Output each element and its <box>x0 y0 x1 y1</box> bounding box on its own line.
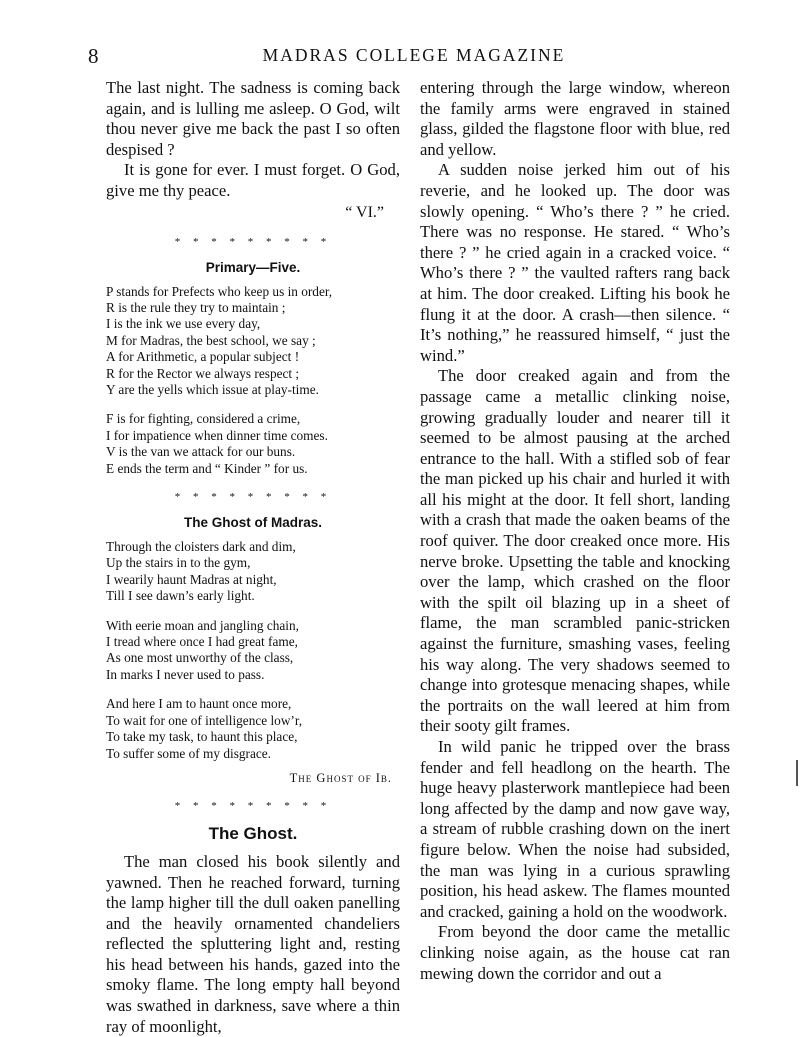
page-number: 8 <box>88 44 99 68</box>
intro-signature: “ VI.” <box>345 203 384 221</box>
poem-stanza <box>106 284 400 399</box>
separator: * * * * * * * * * <box>174 491 332 504</box>
poem-line: To wait for one of intelligence low’r, <box>106 712 303 728</box>
right-column <box>420 78 730 984</box>
poem-line: To take my task, to haunt this place, <box>106 729 298 745</box>
poem-stanza <box>106 411 400 477</box>
poem-line: In marks I never used to pass. <box>106 666 265 682</box>
poem-line: P stands for Prefects who keep us in order, <box>106 283 333 299</box>
poem-line: V is the van we attack for our buns. <box>106 444 296 460</box>
poem-stanza <box>106 539 400 605</box>
separator: * * * * * * * * * <box>174 235 332 248</box>
poem-line: I is the ink we use every day, <box>106 316 261 332</box>
scan-edge-mark <box>796 760 798 786</box>
poem-title: Primary—Five. <box>205 259 301 275</box>
story-paragraph: The door creaked again and from the passage came a metallic clinking noise, growing gradually louder and nearer till it seemed to be almost pausing at the arched entrance to the hall. With a stifled sob of fear the man picked up his chair and hurled it with all his might at the door. It fell short, landing with a crash that made the oaken beams of the roof quiver. The door creaked once more. His nerve broke. Upsetting the table and knocking over the lamp, which crashed on the floor with the spilt oil blazing up in a sheet of flame, the man scrambled panic-stricken against the furniture, smashing vases, feeling his way along. The very shadows seemed to change into grotesque menacing shapes, while the portraits on the wall leered at him from their sooty gilt frames. <box>420 366 730 736</box>
poem-line: R for the Rector we always respect ; <box>106 365 300 381</box>
poem-line: Y are the yells which issue at play-time. <box>106 382 319 397</box>
poem-title: The Ghost of Madras. <box>183 515 322 531</box>
magazine-title: MADRAS COLLEGE MAGAZINE <box>262 45 566 65</box>
intro-paragraph: The last night. The sadness is coming back again, and is lulling me asleep. O God, wilt thou never give me back the past I so often despised ? <box>106 78 400 159</box>
poem-line: As one most unworthy of the class, <box>106 650 294 666</box>
poem-stanza <box>106 696 400 762</box>
poem-line: Till I see dawn’s early light. <box>106 588 255 604</box>
poem-signature-text: The Ghost of Ib. <box>289 770 392 785</box>
page-header <box>88 44 740 72</box>
poem-line: I wearily haunt Madras at night, <box>106 571 277 587</box>
poem-primary-five <box>106 284 400 477</box>
poem-signature <box>106 771 392 786</box>
intro-paragraph: It is gone for ever. I must forget. O God, give me thy peace. <box>106 160 400 200</box>
story-paragraph: entering through the large window, whereon the family arms were engraved in stained glass, gilded the flagstone floor with blue, red and yellow. <box>420 78 730 159</box>
story-title: The Ghost. <box>208 823 298 843</box>
poem-line: R is the rule they try to maintain ; <box>106 299 286 315</box>
poem-line: And here I am to haunt once more, <box>106 696 292 712</box>
story-paragraph: In wild panic he tripped over the brass fender and fell headlong on the hearth. The huge heavy plasterwork mantlepiece had been long affected by the damp and now gave way, a stream of rubble crashing down on the inert figure below. When the noise had subsided, the man was lying in a curious sprawling position, his head askew. The flames mounted and cracked, gaining a hold on the woodwork. <box>420 737 730 921</box>
left-column <box>106 78 400 1037</box>
poem-line: E ends the term and “ Kinder ” for us. <box>106 460 308 476</box>
story-paragraph: The man closed his book silently and yawned. Then he reached forward, turning the lamp higher till the dull oaken panelling and the heavily ornamented chandeliers reflected the spluttering light and, resting his head between his hands, gazed into the smoky flame. The long empty hall beyond was swathed in darkness, save where a thin ray of moonlight, <box>106 851 400 1036</box>
poem-line: With eerie moan and jangling chain, <box>106 617 299 633</box>
story-paragraph: A sudden noise jerked him out of his reverie, and he looked up. The door was slowly opening. “ Who’s there ? ” he cried. There was no response. He stared. “ Who’s there ? ” he cried again in a cracked voice. “ Who’s there ? ” the vaulted rafters rang back at him. The door creaked. Lifting his book he flung it at the door. A crash—then silence. “ It’s nothing,” he reassured himself, “ just the wind.” <box>420 160 730 365</box>
poem-line: A for Arithmetic, a popular subject ! <box>106 349 300 365</box>
poem-line: I for impatience when dinner time comes. <box>106 427 328 443</box>
poem-line: Through the cloisters dark and dim, <box>106 539 296 555</box>
poem-stanza <box>106 618 400 684</box>
story-paragraph: From beyond the door came the metallic clinking noise again, as the house cat ran mewing down the corridor and out a <box>420 922 730 983</box>
poem-line: To suffer some of my disgrace. <box>106 745 271 761</box>
poem-ghost-of-madras <box>106 539 400 762</box>
separator: * * * * * * * * * <box>174 799 332 812</box>
poem-line: F is for fighting, considered a crime, <box>106 411 301 427</box>
poem-line: I tread where once I had great fame, <box>106 634 298 650</box>
poem-line: Up the stairs in to the gym, <box>106 555 251 571</box>
poem-line: M for Madras, the best school, we say ; <box>106 332 316 348</box>
